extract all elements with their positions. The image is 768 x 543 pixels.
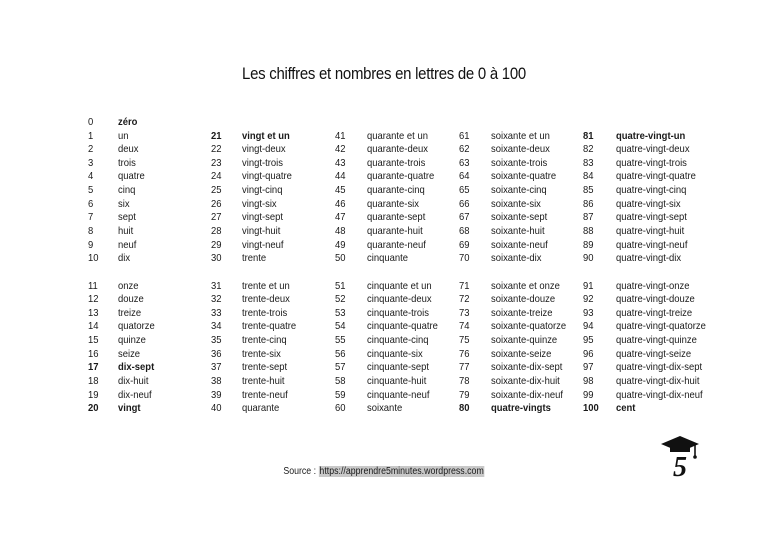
- word-27: vingt-sept: [242, 211, 283, 224]
- number-81: 81: [583, 129, 594, 142]
- number-54: 54: [335, 320, 346, 333]
- word-6: six: [118, 197, 130, 210]
- word-22: vingt-deux: [242, 143, 286, 156]
- number-74: 74: [459, 320, 470, 333]
- number-24: 24: [211, 170, 222, 183]
- number-23: 23: [211, 156, 222, 169]
- word-78: soixante-dix-huit: [491, 375, 560, 388]
- number-65: 65: [459, 184, 470, 197]
- word-36: trente-six: [242, 347, 281, 360]
- number-95: 95: [583, 334, 594, 347]
- number-80: 80: [459, 402, 470, 415]
- number-37: 37: [211, 361, 222, 374]
- word-65: soixante-cinq: [491, 184, 547, 197]
- word-98: quatre-vingt-dix-huit: [616, 375, 700, 388]
- word-30: trente: [242, 252, 267, 265]
- word-76: soixante-seize: [491, 347, 552, 360]
- number-40: 40: [211, 402, 222, 415]
- number-25: 25: [211, 184, 222, 197]
- number-93: 93: [583, 306, 594, 319]
- word-71: soixante et onze: [491, 279, 560, 292]
- word-52: cinquante-deux: [367, 293, 432, 306]
- word-35: trente-cinq: [242, 334, 287, 347]
- word-44: quarante-quatre: [367, 170, 435, 183]
- word-81: quatre-vingt-un: [616, 129, 686, 142]
- word-49: quarante-neuf: [367, 238, 426, 251]
- word-43: quarante-trois: [367, 156, 426, 169]
- number-52: 52: [335, 293, 346, 306]
- word-34: trente-quatre: [242, 320, 297, 333]
- word-60: soixante: [367, 402, 403, 415]
- number-62: 62: [459, 143, 470, 156]
- word-62: soixante-deux: [491, 143, 550, 156]
- word-37: trente-sept: [242, 361, 288, 374]
- number-82: 82: [583, 143, 594, 156]
- number-50: 50: [335, 252, 346, 265]
- word-14: quatorze: [118, 320, 155, 333]
- number-38: 38: [211, 375, 222, 388]
- word-8: huit: [118, 225, 134, 238]
- source-url[interactable]: https://apprendre5minutes.wordpress.com: [319, 466, 484, 477]
- number-33: 33: [211, 306, 222, 319]
- number-68: 68: [459, 225, 470, 238]
- word-9: neuf: [118, 238, 137, 251]
- number-90: 90: [583, 252, 594, 265]
- number-8: 8: [88, 225, 94, 238]
- word-99: quatre-vingt-dix-neuf: [616, 388, 703, 401]
- number-11: 11: [88, 279, 98, 292]
- word-55: cinquante-cinq: [367, 334, 429, 347]
- word-53: cinquante-trois: [367, 306, 429, 319]
- number-14: 14: [88, 320, 99, 333]
- word-0: zéro: [118, 115, 138, 128]
- number-44: 44: [335, 170, 346, 183]
- number-76: 76: [459, 347, 470, 360]
- word-56: cinquante-six: [367, 347, 423, 360]
- word-74: soixante-quatorze: [491, 320, 567, 333]
- number-91: 91: [583, 279, 594, 292]
- number-92: 92: [583, 293, 594, 306]
- number-27: 27: [211, 211, 222, 224]
- word-50: cinquante: [367, 252, 408, 265]
- word-46: quarante-six: [367, 197, 420, 210]
- number-63: 63: [459, 156, 470, 169]
- number-1: 1: [88, 129, 94, 142]
- number-98: 98: [583, 375, 594, 388]
- svg-text:5: 5: [673, 452, 687, 478]
- number-59: 59: [335, 388, 346, 401]
- number-79: 79: [459, 388, 470, 401]
- word-40: quarante: [242, 402, 280, 415]
- word-4: quatre: [118, 170, 145, 183]
- number-55: 55: [335, 334, 346, 347]
- word-12: douze: [118, 293, 144, 306]
- word-11: onze: [118, 279, 139, 292]
- number-35: 35: [211, 334, 222, 347]
- word-51: cinquante et un: [367, 279, 432, 292]
- number-97: 97: [583, 361, 594, 374]
- word-47: quarante-sept: [367, 211, 426, 224]
- word-70: soixante-dix: [491, 252, 542, 265]
- number-39: 39: [211, 388, 222, 401]
- word-57: cinquante-sept: [367, 361, 430, 374]
- number-64: 64: [459, 170, 470, 183]
- number-4: 4: [88, 170, 94, 183]
- word-72: soixante-douze: [491, 293, 556, 306]
- number-6: 6: [88, 197, 94, 210]
- number-43: 43: [335, 156, 346, 169]
- word-97: quatre-vingt-dix-sept: [616, 361, 703, 374]
- word-96: quatre-vingt-seize: [616, 347, 692, 360]
- word-88: quatre-vingt-huit: [616, 225, 685, 238]
- word-19: dix-neuf: [118, 388, 152, 401]
- word-13: treize: [118, 306, 142, 319]
- number-19: 19: [88, 388, 99, 401]
- word-68: soixante-huit: [491, 225, 545, 238]
- word-17: dix-sept: [118, 361, 155, 374]
- word-64: soixante-quatre: [491, 170, 557, 183]
- number-31: 31: [211, 279, 222, 292]
- word-28: vingt-huit: [242, 225, 281, 238]
- word-45: quarante-cinq: [367, 184, 425, 197]
- number-34: 34: [211, 320, 222, 333]
- number-73: 73: [459, 306, 470, 319]
- number-41: 41: [335, 129, 346, 142]
- word-42: quarante-deux: [367, 143, 428, 156]
- word-67: soixante-sept: [491, 211, 548, 224]
- word-21: vingt et un: [242, 129, 290, 142]
- source-label: Source :: [283, 466, 319, 477]
- number-86: 86: [583, 197, 594, 210]
- word-25: vingt-cinq: [242, 184, 283, 197]
- word-59: cinquante-neuf: [367, 388, 430, 401]
- word-89: quatre-vingt-neuf: [616, 238, 688, 251]
- word-66: soixante-six: [491, 197, 541, 210]
- number-47: 47: [335, 211, 346, 224]
- word-83: quatre-vingt-trois: [616, 156, 687, 169]
- word-82: quatre-vingt-deux: [616, 143, 690, 156]
- number-100: 100: [583, 402, 599, 415]
- number-13: 13: [88, 306, 99, 319]
- word-31: trente et un: [242, 279, 290, 292]
- number-66: 66: [459, 197, 470, 210]
- word-100: cent: [616, 402, 636, 415]
- number-70: 70: [459, 252, 470, 265]
- number-72: 72: [459, 293, 470, 306]
- word-80: quatre-vingts: [491, 402, 551, 415]
- word-15: quinze: [118, 334, 146, 347]
- page-title: Les chiffres et nombres en lettres de 0 à 100: [242, 64, 526, 83]
- word-73: soixante-treize: [491, 306, 553, 319]
- word-18: dix-huit: [118, 375, 149, 388]
- number-20: 20: [88, 402, 99, 415]
- number-89: 89: [583, 238, 594, 251]
- word-7: sept: [118, 211, 136, 224]
- number-60: 60: [335, 402, 346, 415]
- word-54: cinquante-quatre: [367, 320, 438, 333]
- number-15: 15: [88, 334, 99, 347]
- word-75: soixante-quinze: [491, 334, 558, 347]
- number-10: 10: [88, 252, 99, 265]
- number-0: 0: [88, 115, 94, 128]
- word-16: seize: [118, 347, 141, 360]
- number-30: 30: [211, 252, 222, 265]
- number-88: 88: [583, 225, 594, 238]
- word-61: soixante et un: [491, 129, 550, 142]
- number-26: 26: [211, 197, 222, 210]
- number-77: 77: [459, 361, 470, 374]
- number-94: 94: [583, 320, 594, 333]
- number-46: 46: [335, 197, 346, 210]
- word-95: quatre-vingt-quinze: [616, 334, 697, 347]
- word-91: quatre-vingt-onze: [616, 279, 690, 292]
- word-84: quatre-vingt-quatre: [616, 170, 696, 183]
- number-32: 32: [211, 293, 222, 306]
- word-33: trente-trois: [242, 306, 288, 319]
- word-23: vingt-trois: [242, 156, 283, 169]
- number-18: 18: [88, 375, 99, 388]
- number-61: 61: [459, 129, 470, 142]
- word-69: soixante-neuf: [491, 238, 548, 251]
- word-20: vingt: [118, 402, 141, 415]
- word-24: vingt-quatre: [242, 170, 292, 183]
- word-26: vingt-six: [242, 197, 277, 210]
- word-2: deux: [118, 143, 139, 156]
- number-84: 84: [583, 170, 594, 183]
- number-2: 2: [88, 143, 94, 156]
- number-7: 7: [88, 211, 94, 224]
- number-83: 83: [583, 156, 594, 169]
- word-38: trente-huit: [242, 375, 285, 388]
- word-32: trente-deux: [242, 293, 290, 306]
- word-90: quatre-vingt-dix: [616, 252, 682, 265]
- word-85: quatre-vingt-cinq: [616, 184, 687, 197]
- word-79: soixante-dix-neuf: [491, 388, 563, 401]
- number-29: 29: [211, 238, 222, 251]
- number-57: 57: [335, 361, 346, 374]
- word-48: quarante-huit: [367, 225, 423, 238]
- number-67: 67: [459, 211, 470, 224]
- number-28: 28: [211, 225, 222, 238]
- number-22: 22: [211, 143, 222, 156]
- number-58: 58: [335, 375, 346, 388]
- word-29: vingt-neuf: [242, 238, 284, 251]
- word-1: un: [118, 129, 129, 142]
- number-71: 71: [459, 279, 470, 292]
- number-12: 12: [88, 293, 99, 306]
- number-51: 51: [335, 279, 346, 292]
- number-69: 69: [459, 238, 470, 251]
- word-41: quarante et un: [367, 129, 428, 142]
- word-10: dix: [118, 252, 131, 265]
- word-39: trente-neuf: [242, 388, 288, 401]
- number-9: 9: [88, 238, 94, 251]
- word-77: soixante-dix-sept: [491, 361, 563, 374]
- number-53: 53: [335, 306, 346, 319]
- number-48: 48: [335, 225, 346, 238]
- number-21: 21: [211, 129, 222, 142]
- word-63: soixante-trois: [491, 156, 548, 169]
- number-45: 45: [335, 184, 346, 197]
- source-line: [46, 466, 722, 477]
- number-56: 56: [335, 347, 346, 360]
- graduation-cap-5-icon: [659, 434, 701, 478]
- number-16: 16: [88, 347, 99, 360]
- word-86: quatre-vingt-six: [616, 197, 681, 210]
- word-3: trois: [118, 156, 136, 169]
- number-96: 96: [583, 347, 594, 360]
- word-58: cinquante-huit: [367, 375, 427, 388]
- number-87: 87: [583, 211, 594, 224]
- number-78: 78: [459, 375, 470, 388]
- number-49: 49: [335, 238, 346, 251]
- number-85: 85: [583, 184, 594, 197]
- word-93: quatre-vingt-treize: [616, 306, 693, 319]
- number-42: 42: [335, 143, 346, 156]
- word-92: quatre-vingt-douze: [616, 293, 695, 306]
- number-3: 3: [88, 156, 94, 169]
- word-5: cinq: [118, 184, 136, 197]
- number-36: 36: [211, 347, 222, 360]
- word-87: quatre-vingt-sept: [616, 211, 687, 224]
- number-17: 17: [88, 361, 99, 374]
- word-94: quatre-vingt-quatorze: [616, 320, 706, 333]
- number-75: 75: [459, 334, 470, 347]
- number-99: 99: [583, 388, 594, 401]
- number-5: 5: [88, 184, 94, 197]
